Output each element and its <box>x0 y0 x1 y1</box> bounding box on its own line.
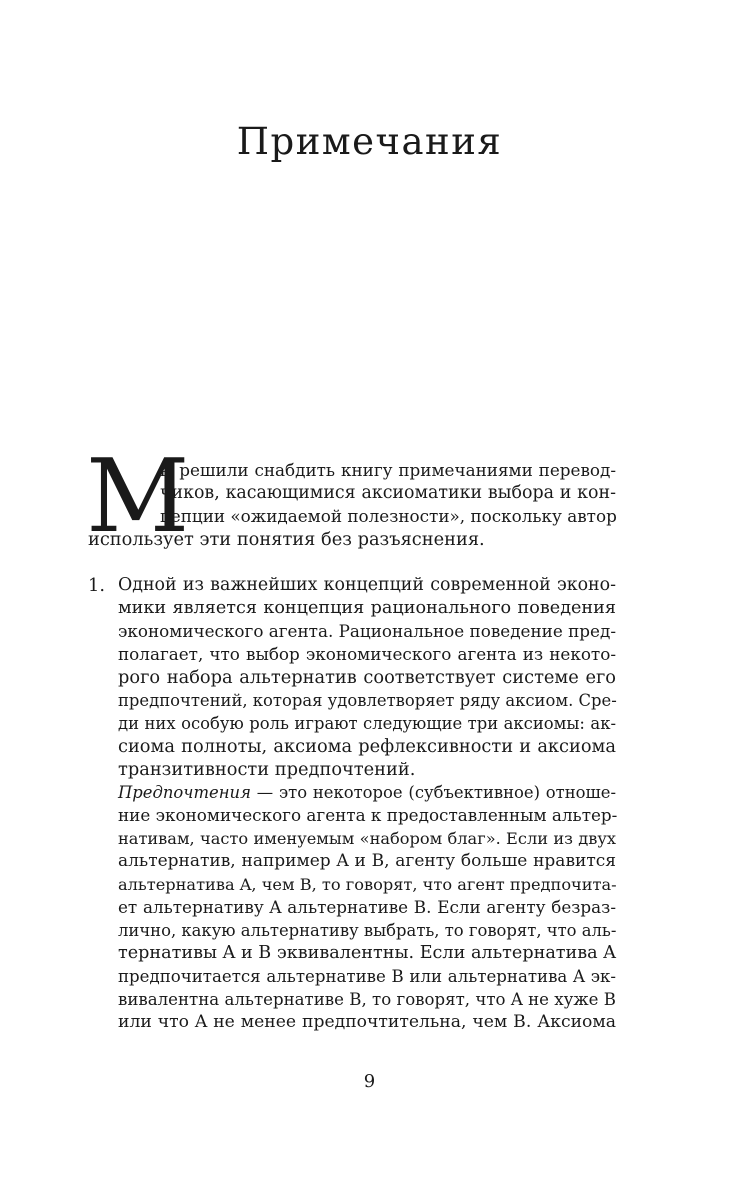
page-title: Примечания <box>236 120 503 163</box>
note-line-rest: — это некоторое (субъективное) отноше- <box>250 783 616 802</box>
note-line: экономического агента. Рациональное поведение пред- <box>118 621 616 641</box>
note-line: лично, какую альтернативу выбрать, то говорят, что аль- <box>118 921 617 940</box>
note-line: предпочитается альтернативе B или альтернатива A эк- <box>118 967 616 986</box>
note-para2-first-line <box>118 781 616 804</box>
intro-line: цепции «ожидаемой полезности», поскольку автор <box>160 506 617 526</box>
intro-line: ы решили снабдить книгу примечаниями перевод- <box>160 460 616 480</box>
note-line: Одной из важнейших концепций современной эконо- <box>118 575 616 595</box>
note-line: рого набора альтернатив соответствует системе его <box>118 667 616 688</box>
page-number: 9 <box>363 1071 376 1092</box>
note-line: вивалентна альтернативе B, то говорят, что A не хуже B <box>118 990 616 1009</box>
intro-line: чиков, касающимися аксиоматики выбора и кон- <box>160 483 616 503</box>
note-line: или что A не менее предпочтительна, чем B. Аксиома <box>118 1012 616 1032</box>
note-line: альтернатива A, чем B, то говорят, что агент предпочита- <box>118 875 617 894</box>
note-line: мики является концепция рационального поведения <box>118 598 616 618</box>
note-line: альтернатив, например A и B, агенту больше нравится <box>118 851 616 871</box>
note-line: ние экономического агента к предоставленным альтер- <box>118 805 618 825</box>
note-line: ди них особую роль играют следующие три аксиомы: ак- <box>118 714 616 733</box>
note-line: ет альтернативу A альтернативе B. Если агенту безраз- <box>118 897 616 917</box>
note-line: тернативы A и B эквивалентны. Если альтернатива A <box>118 943 616 963</box>
note-number: 1. <box>88 575 105 596</box>
note-line: предпочтений, которая удовлетворяет ряду аксиом. Сре- <box>118 691 617 710</box>
note-line: транзитивности предпочтений. <box>118 759 416 780</box>
note-line: полагает, что выбор экономического агента из некото- <box>118 644 616 664</box>
intro-line: использует эти понятия без разъяснения. <box>88 529 485 550</box>
note-line: сиома полноты, аксиома рефлексивности и аксиома <box>118 736 616 757</box>
drop-cap-letter: М <box>86 437 190 555</box>
note-line: нативам, часто именуемым «набором благ». Если из двух <box>118 829 616 848</box>
italic-term: Предпочтения <box>118 783 251 802</box>
